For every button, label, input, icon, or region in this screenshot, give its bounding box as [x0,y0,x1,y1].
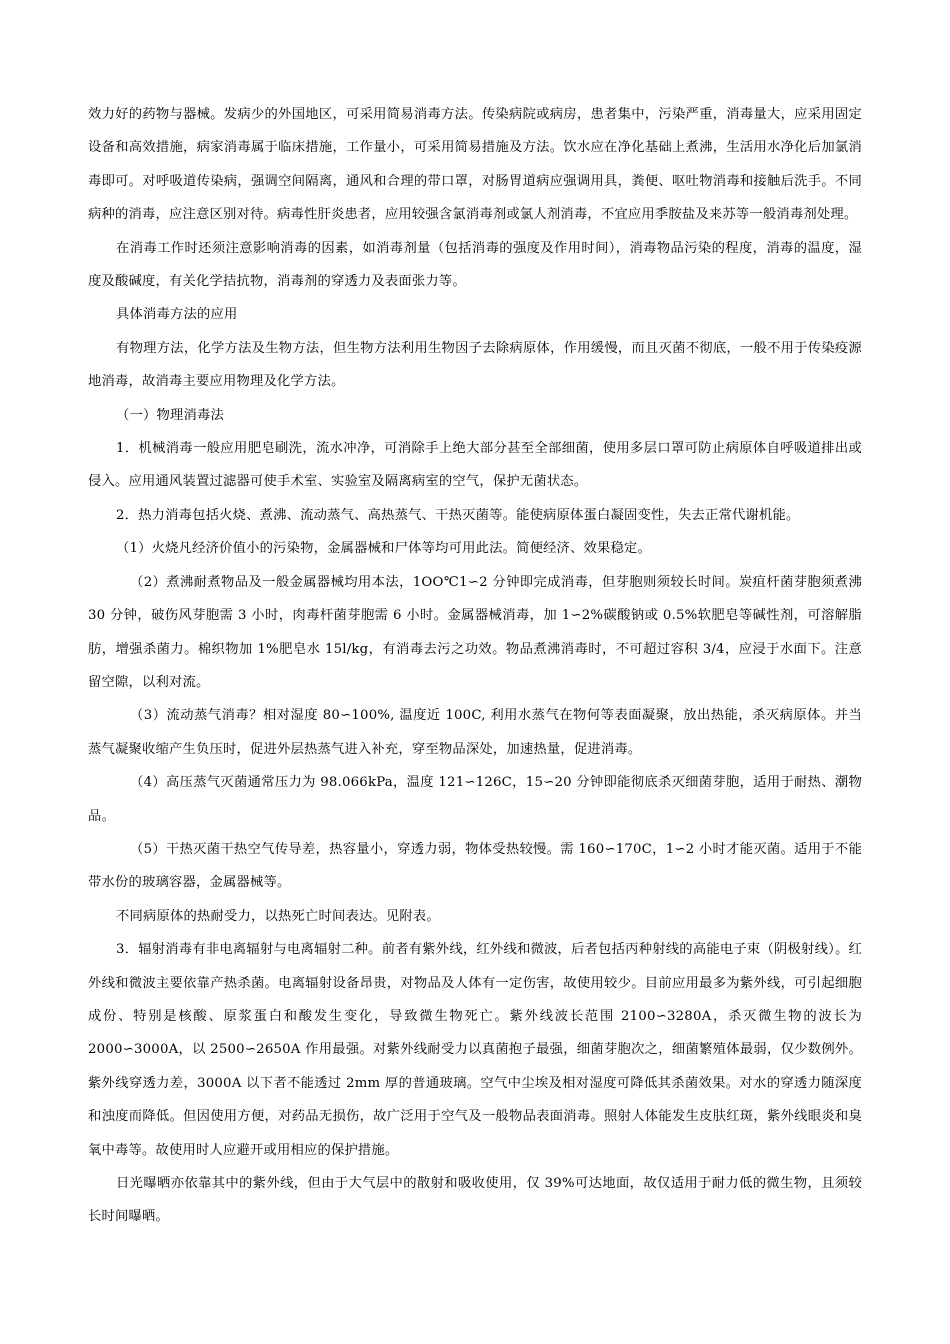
paragraph-high-pressure-steam: （4）高压蒸气灭菌通常压力为 98.066kPa，温度 121∽126C，15∽20 分钟即能彻底杀灭细菌芽胞，适用于耐热、潮物品。 [88,775,862,824]
paragraph-methods-overview: 有物理方法，化学方法及生物方法，但生物方法利用生物因子去除病原体，作用缓慢，而且灭菌不彻底，一般不用于传染疫源地消毒，故消毒主要应用物理及化学方法。 [88,340,862,390]
paragraph-dry-heat: （5）干热灭菌干热空气传导差，热容量小，穿透力弱，物体受热较慢。需 160∽170C，1∽2 小时才能灭菌。适用于不能带水份的玻璃容器，金属器械等。 [88,841,862,891]
paragraph-thermal-disinfection: 2．热力消毒包括火烧、煮沸、流动蒸气、高热蒸气、干热灭菌等。能使病原体蛋白凝固变性，失去正常代谢机能。 [116,507,800,523]
section-heading-methods: 具体消毒方法的应用 [116,307,238,323]
document-page [88,98,862,1234]
paragraph-flowing-steam: （3）流动蒸气消毒？相对湿度 80∽100%, 温度近 100C, 利用水蒸气在物何等表面凝聚，放出热能，杀灭病原体。并当蒸气凝聚收缩产生负压时，促进外层热蒸气进入补充，穿至物品深处，加速热量，促进消毒。 [88,708,862,757]
paragraph-boiling: （2）煮沸耐煮物品及一般金属器械均用本法，1OO℃1∽2 分钟即完成消毒，但芽胞则须较长时间。炭疽杆菌芽胞须煮沸 30 分钟，破伤风芽胞需 3 小时，肉毒杆菌芽胞需 6 小时。金属器械消毒，加 1∽2%碳酸钠或 0.5%软肥皂等碱性剂，可溶解脂肪，增强杀菌力。棉织物加 1%肥皂水 15l/kg，有消毒去污之功效。物品煮沸消毒时，不可超过容积 3/4，应浸于水面下。注意留空隙，以利对流。 [88,574,862,690]
paragraph-burning: （1）火烧凡经济价值小的污染物，金属器械和尸体等均可用此法。简便经济、效果稳定。 [116,541,652,557]
subsection-heading-physical: （一）物理消毒法 [116,407,224,423]
paragraph-radiation-disinfection: 3．辐射消毒有非电离辐射与电离辐射二种。前者有紫外线，红外线和微波，后者包括丙种射线的高能电子束（阴极射线）。红外线和微波主要依靠产热杀菌。电离辐射设备昂贵，对物品及人体有一定伤害，故使用较少。目前应用最多为紫外线，可引起细胞成份、特别是核酸、原浆蛋白和酸发生变化，导致微生物死亡。紫外线波长范围 2100∽3280A，杀灭微生物的波长为 2000∽3000A，以 2500∽2650A 作用最强。对紫外线耐受力以真菌抱子最强，细菌芽胞次之，细菌繁殖体最弱，仅少数例外。紫外线穿透力差，3000A 以下者不能透过 2mm 厚的普通玻璃。空气中尘埃及相对湿度可降低其杀菌效果。对水的穿透力随深度和浊度而降低。但因使用方便，对药品无损伤，故广泛用于空气及一般物品表面消毒。照射人体能发生皮肤红斑，紫外线眼炎和臭氧中毒等。故使用时人应避开或用相应的保护措施。 [88,942,862,1158]
paragraph-sunlight-exposure: 日光曝晒亦依靠其中的紫外线，但由于大气层中的散射和吸收使用，仅 39%可达地面，故仅适用于耐力低的微生物，且须较长时间曝晒。 [88,1176,862,1225]
paragraph-heat-tolerance: 不同病原体的热耐受力，以热死亡时间表达。见附表。 [116,908,440,924]
paragraph-influencing-factors: 在消毒工作时还须注意影响消毒的因素，如消毒剂量（包括消毒的强度及作用时间），消毒物品污染的程度，消毒的温度，湿度及酸碱度，有关化学拮抗物，消毒剂的穿透力及表面张力等。 [88,240,862,290]
paragraph-disinfection-measures: 效力好的药物与器械。发病少的外国地区，可采用简易消毒方法。传染病院或病房，患者集中，污染严重，消毒量大，应采用固定设备和高效措施，病家消毒属于临床措施，工作量小，可采用简易措施及方法。饮水应在净化基础上煮沸，生活用水净化后加氯消毒即可。对呼吸道传染病，强调空间隔离，通风和合理的带口罩，对肠胃道病应强调用具，粪便、呕吐物消毒和接触后洗手。不同病种的消毒，应注意区别对待。病毒性肝炎患者，应用较强含氯消毒剂或氯人剂消毒，不宜应用季胺盐及来苏等一般消毒剂处理。 [88,107,862,223]
paragraph-mechanical-disinfection: 1．机械消毒一般应用肥皂刷洗，流水冲净，可消除手上绝大部分甚至全部细菌，使用多层口罩可防止病原体自呼吸道排出或侵入。应用通风装置过滤器可使手术室、实验室及隔离病室的空气，保护无菌状态。 [88,441,862,490]
